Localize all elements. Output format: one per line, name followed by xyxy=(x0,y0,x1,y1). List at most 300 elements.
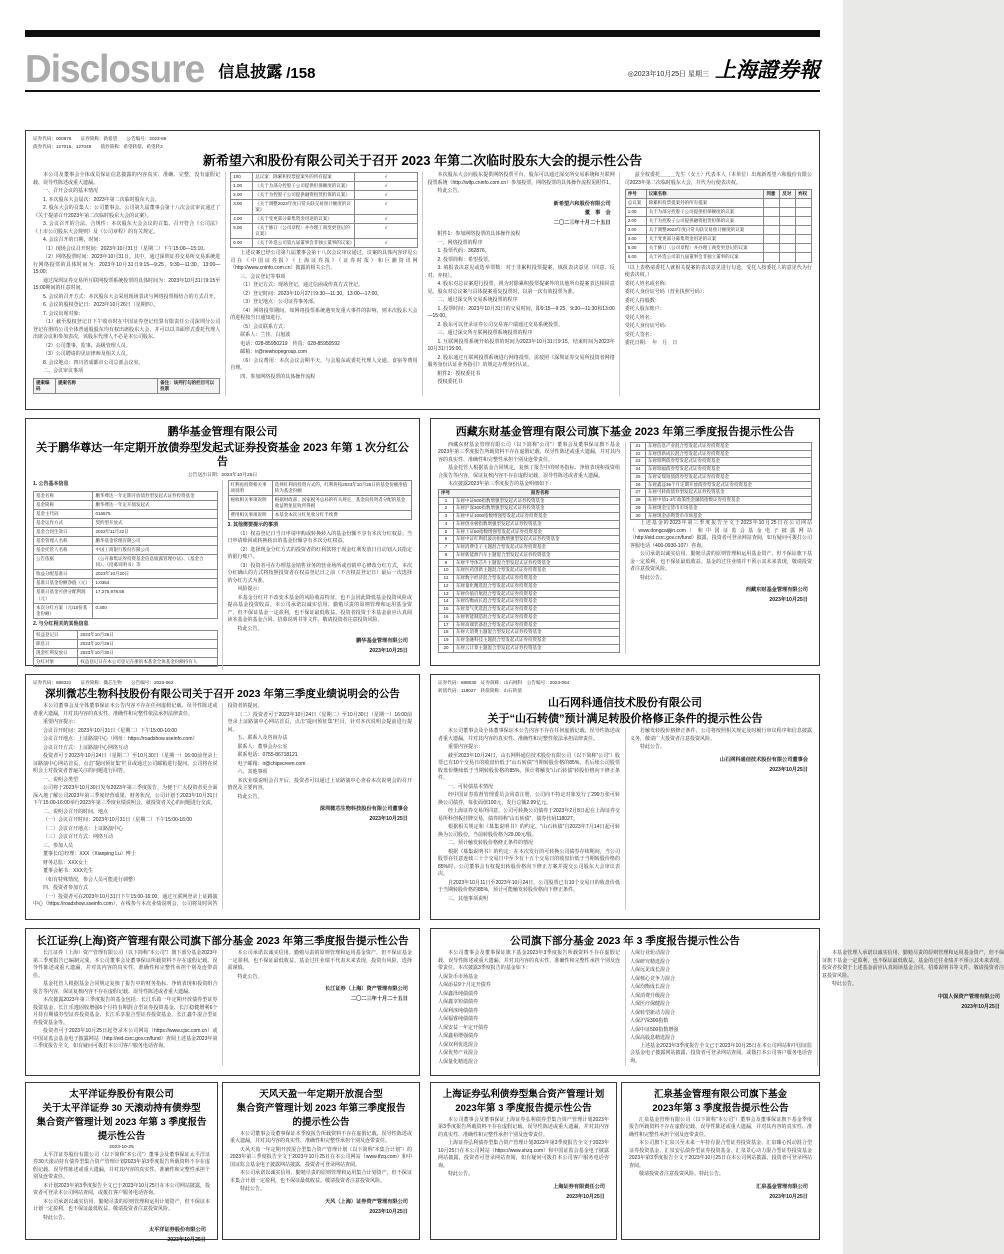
paragraph: 本次业绩说明会召开后，投资者可以通过上证路演中心查看本次说明会的召开情况及主要内容。 xyxy=(227,777,412,792)
fund-name: 东财中证红利低波动指数增强型发起式证券投资基金 xyxy=(456,536,560,542)
signature-block xyxy=(228,985,409,1005)
paragraph: 电子邮箱：ir@chipscreen.com xyxy=(237,760,306,767)
paragraph: （如有特殊情况，参会人员可能进行调整） xyxy=(43,876,139,883)
paragraph: 投资者可于2023年10月24日（星期二）至10月30日（星期一）16:00前登录上证路演中心网站首页，点击“提问预征集”栏目或通过公司邮箱进行提问。公司将在说明会上对投资者普遍关注的问题进行回答。 xyxy=(33,753,218,775)
fund-index: 4 xyxy=(439,521,454,528)
fund-table-row xyxy=(630,496,812,505)
paragraph: 董事会秘书：XXX先生 xyxy=(43,868,94,875)
fund-name-line: 人保鑫享短债债券 xyxy=(438,999,479,1006)
paragraph: 本公司及董事会全体成员保证信息披露的内容真实、准确、完整，没有虚假记载、误导性陈述或重大遗漏。 xyxy=(33,172,221,186)
fund-index: 29 xyxy=(631,505,646,512)
fund-name: 东财创业板指数增强型发起式证券投资基金 xyxy=(456,520,542,526)
fund-table-row xyxy=(438,566,620,575)
paragraph: 会议召开方式：上证路演中心网络互动 xyxy=(43,744,129,751)
security-code-line: 证券代码：688030 证券简称：山石网科 公告编号：2023-064 xyxy=(438,680,570,685)
fund-index: 14 xyxy=(439,598,454,605)
paragraph: 三、其他事项说明 xyxy=(448,895,489,902)
fund-table-row xyxy=(438,590,620,599)
paragraph: 二、预计触发转股价格修正条件的情况 xyxy=(448,840,534,847)
paragraph: （3）投资者可在办理基金销售业务的营业场所或直销中心修改分红方式，本次分红确认的方式将按照投资者在权益登记日之前（不含权益登记日）最后一次选择的分红方式为准。 xyxy=(227,562,412,584)
paragraph: （二）会议召开地点：上证路演中心 xyxy=(43,825,124,832)
fund-table-row xyxy=(438,621,620,630)
table-header-cell: 序号 xyxy=(441,489,450,495)
announcement-body xyxy=(438,728,812,910)
fund-name-line: 人保转型新动力混合 xyxy=(630,1009,676,1016)
signature-line: 长江证券（上海）资产管理有限公司 xyxy=(324,986,408,993)
fund-name: 东财高端装备混合型发起式证券投资基金 xyxy=(456,621,537,627)
paragraph: 8. 会议地点：四川省成都市公司总部会议室。 xyxy=(43,359,144,366)
signature-line: 太平洋证券股份有限公司 xyxy=(148,1227,206,1233)
paragraph: 一、网络投票的程序 xyxy=(437,239,483,246)
fund-table-row xyxy=(438,504,620,513)
fund-index: 12 xyxy=(439,583,454,590)
paragraph: 本次股东大会向股东提供网络投票平台，股东可以通过深交所交易系统和互联网投票系统（http://wltp.cninfo.com.cn）参加投票，网络投票的具体操作流程见附件1。 xyxy=(427,172,615,186)
announcement-body xyxy=(33,480,412,670)
paragraph: 风险提示： xyxy=(237,586,263,593)
fund-table-row xyxy=(438,512,620,521)
table-row: 2.00 《关于为控股子公司提供融资租赁担保的议案》 √ xyxy=(231,190,417,199)
fund-name: 东财现金宝货币市场基金 xyxy=(648,504,698,510)
fund-table-row xyxy=(630,450,812,459)
signature-line: 2023年10月25日 xyxy=(167,1236,206,1243)
paragraph: 本基金分红并不改变本基金的风险收益特征，也不会因此降低基金投资风险或提高基金投资收益。本公司承诺以诚实信用、勤勉尽责的原则管理和运用基金资产，但不保证基金一定盈利，也不保证最低收益。投资者投资于本基金前应认真阅读本基金的基金合同、招募说明书等文件。敬请投资者注意投资风险。 xyxy=(227,594,412,624)
fund-index: 19 xyxy=(439,637,454,644)
security-codes xyxy=(33,680,412,687)
fund-table-row xyxy=(438,582,620,591)
signature-line: 天风（上海）证券资产管理有限公司 xyxy=(324,1198,408,1205)
signature-line: 2023年10月25日 xyxy=(769,1193,808,1200)
table-row: 1.00 《关于为部分控股子公司提供担保额度的议案》 √ xyxy=(231,181,417,190)
paragraph: 三、会议登记等事项 xyxy=(240,273,286,280)
fund-index: 2 xyxy=(439,505,454,512)
paragraph: 四、参加网络投票的具体操作流程 xyxy=(240,373,316,380)
paragraph: （2）登记时间：2023年10月27日9:30—11:30，13:00—17:00。 xyxy=(240,290,383,297)
paragraph: 本公司承诺以诚实信用、勤勉尽责的原则管理和运用计划资产，但不保证本计划一定盈利，也不保证最低收益。敬请投资者注意投资风险。 xyxy=(33,1198,210,1212)
paragraph: 兹全权委托＿＿＿先生（女士）代表本人（本单位）出席新希望六和股份有限公司2023年第二次临时股东大会，并代为行使表决权。 xyxy=(624,172,812,186)
fund-name: 东财新能源汽车主题混合型发起式证券投资基金 xyxy=(456,551,551,557)
paragraph: （5）会议联系方式： xyxy=(240,323,289,330)
security-codes xyxy=(33,136,812,151)
announcement-title: 太平洋证券股份有限公司 xyxy=(69,1089,174,1100)
paragraph: 一、可转债基本情况 xyxy=(448,783,494,790)
table-header-cell: 备注：该列打勾的栏目可以投票 xyxy=(158,378,220,393)
fund-name: 东财上证50指数增强型发起式证券投资基金 xyxy=(456,528,543,534)
table-row: 公告依据 《公开募集证券投资基金信息披露管理办法》、《基金合同》、《招募说明书》等 xyxy=(34,555,218,570)
fund-index: 10 xyxy=(439,567,454,574)
table-header-cell: 同意 xyxy=(764,190,780,199)
paragraph: 本公司旗下汇泉兴至未来一年持有混合型证券投资基金、汇泉臻心悦动混合型证券投资基金、汇泉安弘债券型证券投资基金、汇泉景心动力混合型证券投资基金2023年第3季度报告全文于2023年10月25日在本公司网站披露，投资者可登录网站查阅。 xyxy=(629,1140,812,1169)
paragraph: 重要内容提示： xyxy=(43,719,79,726)
fund-name: 东财均衡成长混合型发起式证券投资基金 xyxy=(456,598,537,604)
announcement-title: 的提示性公告 xyxy=(292,1116,350,1128)
table-row: 6.00 关于补选公司第九届董事会非独立董事的议案 xyxy=(625,253,811,262)
paragraph: 财务总监：XXX女士 xyxy=(43,859,89,866)
signature-line: 西藏东财基金管理有限公司 xyxy=(745,587,808,594)
paragraph: （一）投资者可在2023年10月31日下午15:00-16:00，通过互联网登录上证路演中心（https://roadshow.sseinfo.com），在线参与本次业绩说明会，公司将及时回答投资者的提问。 xyxy=(33,703,263,908)
fund-name: 东财大消费主题混合型发起式证券投资基金 xyxy=(456,629,542,635)
paragraph: 邮箱：ir@newhopegroup.com xyxy=(240,349,308,356)
fund-info-table xyxy=(33,491,218,619)
paragraph: 3. 填报表决意见或选举票数：对于非累积投票提案，填报表决意见（同意、反对、弃权）。 xyxy=(427,265,615,279)
signature-line: 2023年10月25日 xyxy=(369,815,408,822)
fund-index: 9 xyxy=(439,560,454,567)
announcement-body xyxy=(33,1152,210,1248)
paragraph: 上述基金的2023年第三季度报告全文于2023年10月25日在公司网站（www.dongcaijijin.com）和中国证监会基金电子披露网站（http://eid.csrc.gov.cn/fund）披露，投资者可登录网站查阅，如有疑问可拨打公司客服电话（400-0930-107）咨询。 xyxy=(630,520,812,549)
fund-name-line: 人保安益一年定开债券 xyxy=(438,1024,489,1031)
fund-name-line: 人保利淳纯债债券 xyxy=(438,1007,479,1014)
paragraph: 特此公告。 xyxy=(640,574,666,581)
fund-table-row xyxy=(630,465,812,474)
fund-name: 东财安瑞短债债券型发起式证券投资基金 xyxy=(648,473,729,479)
fund-name-line: 人保高股息精选混合 xyxy=(630,1035,676,1042)
fund-name: 东财半导体芯片主题混合型发起式证券投资基金 xyxy=(456,559,551,565)
fund-name: 东财数字经济混合型发起式证券投资基金 xyxy=(456,575,537,580)
signature-line: 2023年10月25日 xyxy=(369,1208,408,1215)
fund-name-line: 人保优势产业混合 xyxy=(438,1050,479,1057)
fund-name-line: 人保双利优选混合 xyxy=(438,1041,479,1048)
fund-name: 东财创新成长混合型发起式证券投资基金 xyxy=(648,450,729,456)
fund-index: 20 xyxy=(439,645,454,652)
paragraph: 4. 股东对总议案进行投票，视为对除累积投票提案外的其他所有提案表达相同意见。股东对总议案与具体提案重复投票时，以第一次有效投票为准。 xyxy=(427,281,615,295)
table-row: 基准日基金份额净值（元） 1.0354 xyxy=(34,579,218,588)
security-code-line: 证券代码：000876 证券简称：新希望 公告编号：2023-86 xyxy=(33,136,167,141)
table-row: 现金红利发放日 2023年10月30日 xyxy=(34,649,218,658)
paragraph: 授权委托书 xyxy=(437,379,463,386)
fund-table-row xyxy=(438,528,620,537)
table-row: 6.00 《关于补选公司第九届董事会非独立董事的议案》 √ xyxy=(231,239,417,248)
paragraph: 三、通过深交所互联网投票系统投票的程序 xyxy=(437,330,533,337)
fund-table-row xyxy=(630,488,812,497)
announcement-body xyxy=(438,1117,609,1205)
paragraph: 本公司董事会及全体董事保证本公告内容不存在任何虚假记载、误导性陈述或者重大遗漏，并对其内容的真实性、准确性和完整性依法承担法律责任。 xyxy=(33,703,218,717)
fund-name: 东财消费电子主题混合型发起式证券投资基金 xyxy=(456,544,546,549)
paragraph: 特此公告。 xyxy=(240,1186,266,1193)
table-header-cell: 报告名称 xyxy=(531,489,549,495)
announcement-title: 山石网科通信技术股份有限公司 xyxy=(548,696,702,709)
section-heading: 2. 与分红相关的其他信息 xyxy=(33,620,89,627)
announcement-title: 关于鹏华尊达一年定期开放债券型发起式证券投资基金 2023 年第 1 次分红公告 xyxy=(36,441,409,468)
signature-block xyxy=(428,200,611,230)
announcement-body xyxy=(33,172,812,396)
paragraph: 根据《募集说明书》的约定：在本次发行的可转换公司债券存续期间，当公司股票在任意连续三十个交易日中至少有十五个交易日的收盘价低于当期转股价格的85%时，公司董事会有权提出转股价格向下修正方案并提交公司股东大会审议表决。 xyxy=(438,848,620,878)
fund-name-line: 人保量化精选混合 xyxy=(438,1058,479,1065)
paragraph: 2. 投票简称：希望投票。 xyxy=(437,256,494,263)
table-row: 5.00 《关于修订〈公司章程〉并办理工商变更登记的议案》 √ xyxy=(231,223,417,238)
signature-block xyxy=(33,1226,206,1246)
fund-table-row xyxy=(438,535,620,544)
paragraph: 本次披露2023年第三季度报告的基金包括：长江乐盈一年定期开放债券型证券投资基金、长江乐逸固收增强6个月持有期混合型证券投资基金、长江稳健增利6个月持有期债券型证券投资基金、长江乐享混合型证券投资基金、长江鑫牛混合型证券投资基金等。 xyxy=(33,997,218,1026)
paragraph: 基金托管人根据基金合同规定，复核了报告中的财务指标、净值表现和投资组合报告等内容，保证复核内容不存在虚假记载、误导性陈述或者重大遗漏。 xyxy=(438,465,620,479)
signature-line: 二〇二三年十月二十五日 xyxy=(350,996,408,1002)
proxy-form-line: （以上表格请委托人就相关提案的表决意见进行勾选，受托人按委托人的意见代为行使表决权。） xyxy=(624,264,812,279)
proxy-form-line: 受托人身份证号码： xyxy=(624,323,670,330)
paragraph: 2. 股东可以登录证券公司交易客户端通过交易系统投票。 xyxy=(437,321,564,328)
announcement-title: 2023年第 3 季度报告提示性公告 xyxy=(652,1102,789,1114)
table-row: 总议案 除累积投票提案外的所有提案 xyxy=(625,199,811,208)
proxy-form-line: 委托日期： 年 月 日 xyxy=(624,340,678,347)
fund-index: 16 xyxy=(439,614,454,621)
announcement-title: 集合资产管理计划 2023 年第 3 季度报告 xyxy=(36,1116,207,1128)
paragraph: （3）公司聘请的见证律师及相关人员。 xyxy=(43,351,131,358)
paragraph: 特此公告。 xyxy=(448,1171,474,1178)
fund-name-line: 人保医疗保健混合 xyxy=(630,1001,671,1008)
paragraph: 特此公告。 xyxy=(237,973,263,980)
page-number: /158 xyxy=(286,65,316,82)
fund-name: 东财景气优选混合型发起式证券投资基金 xyxy=(456,606,537,611)
paragraph: 2. 股东通过互联网投票系统进行网络投票，需按照《深圳证券交易所投资者网络服务身份认证业务指引》的规定办理身份认证。 xyxy=(427,354,615,369)
paragraph: 四、投资者参加方式 xyxy=(43,885,89,892)
table-row: 基金运作方式 契约型开放式 xyxy=(34,518,218,527)
table-row: 基金主代码 016575 xyxy=(34,509,218,518)
paragraph: 特此公告。 xyxy=(832,981,858,988)
paragraph: 特此公告。 xyxy=(437,188,463,195)
signature-line: 2023年10月25日 xyxy=(769,766,808,773)
paragraph: 六、其他事项 xyxy=(237,769,268,776)
fund-name-line: 人保消费升级混合 xyxy=(630,992,671,999)
paragraph: 基金托管人根据基金合同规定复核了报告中的财务指标、净值表现和投资组合报告等内容，保证复核内容不存在虚假记载、误导性陈述或者重大遗漏。 xyxy=(33,981,218,995)
announcement-title: 关于“山石转债”预计满足转股价格修正条件的提示性公告 xyxy=(487,712,763,725)
paragraph: （1）权益登记日当日申请申购或转换转入的基金份额不享有本次分红权益；当日申请赎回或转换转出的基金份额享有本次分红权益。 xyxy=(227,530,412,545)
announcement-title: 汇泉基金管理有限公司旗下基金 xyxy=(653,1089,787,1100)
signature-line: 鹏华基金管理有限公司 xyxy=(356,638,408,645)
paragraph: 特此公告。 xyxy=(237,793,263,800)
announcement-title: 上海证券弘利债券型集合资产管理计划 xyxy=(442,1089,605,1100)
table-row: 3.00 关于调整2023年度日常关联交易预计额度的议案 xyxy=(625,226,811,235)
top-rule xyxy=(25,30,820,37)
paragraph: 会议召开时间：2023年10月31日（星期二）下午15:00-16:00 xyxy=(43,727,177,734)
announcement-dongcai xyxy=(430,418,820,666)
paragraph: 公司将于2023年10月30日发布2023年第三季度报告，为便于广大投资者更全面深入地了解公司2023年第三季度经营成果、财务状况，公司计划于2023年10月31日下午15:00-16:00举行2023年第三季度业绩说明会，就投资者关心的问题进行交流。 xyxy=(33,785,218,807)
masthead xyxy=(25,44,820,90)
paragraph: 本基金管理人承诺以诚实信用、勤勉尽责的原则管理和运用基金资产，但不保证旗下基金一定盈利，也不保证最低收益。基金的过往业绩并不预示其未来表现。投资者投资于上述基金前应认真阅读基金合同、招募说明书等文件。敬请投资者注意投资风险。 xyxy=(822,950,1004,979)
announcement-body xyxy=(33,703,412,909)
fund-table-row xyxy=(630,473,812,482)
table-row: 基准日基金可供分配利润（元） 17,275,978.56 xyxy=(34,588,218,603)
fund-index: 13 xyxy=(439,591,454,598)
table-header-cell: 反对 xyxy=(780,190,796,199)
paragraph: 经中国证券监督管理委员会同意注册，公司向不特定对象发行了299万张可转换公司债券，每张面值100元，发行总额2.99亿元。 xyxy=(438,792,620,806)
paragraph: （1）登记方式：现场登记、通过信函或传真方式登记。 xyxy=(240,282,364,289)
paragraph: 敬请投资者注意投资风险。特此公告。 xyxy=(639,1171,725,1178)
table-row: 收益分配基准日 2023年10月20日 xyxy=(34,570,218,579)
paragraph: 3. 会议召开的合法、合规性：本次股东大会会议的召集、召开符合《公司法》《上市公司股东大会规则》及《公司章程》的有关规定。 xyxy=(33,221,221,235)
paragraph: 特此公告。 xyxy=(43,1214,69,1221)
signature-line: 2023年10月25日 xyxy=(566,1193,605,1200)
table-row: 除息日 2023年10月26日 xyxy=(34,640,218,649)
announcement-title: 提示性公告 xyxy=(97,1130,146,1142)
fund-name: 东财云计算主题混合型发起式证券投资基金 xyxy=(456,644,542,650)
announcement-huiquan xyxy=(621,1082,820,1240)
fund-name: 东财沪深300指数增强型发起式证券投资基金 xyxy=(456,505,545,511)
fund-index: 18 xyxy=(439,629,454,636)
fund-table-row xyxy=(438,574,620,583)
fund-name-line: 人保福睿纯债债券 xyxy=(438,1016,479,1023)
fund-index: 8 xyxy=(439,552,454,559)
paragraph: 7. 会议出席对象： xyxy=(43,310,84,317)
fund-name: 东财中债1-3年政策性金融债指数证券投资基金 xyxy=(648,497,741,502)
announcement-title: 新希望六和股份有限公司关于召开 2023 年第二次临时股东大会的提示性公告 xyxy=(202,152,643,168)
table-row: 红利再投资相关事项说明 选择红利再投资方式的，红利将按2023年10月26日的基金份额净值转为基金份额 xyxy=(228,480,412,495)
announcement-body xyxy=(629,1117,812,1205)
fund-name: 东财医药创新主题混合型发起式证券投资基金 xyxy=(456,567,546,573)
fund-name: 东财中证1000指数增强型发起式证券投资基金 xyxy=(456,513,548,518)
announcement-title: 西藏东财基金管理有限公司旗下基金 2023 年第三季度报告提示性公告 xyxy=(455,426,795,438)
fund-index: 27 xyxy=(631,489,646,496)
fund-table-header xyxy=(438,489,620,498)
announcement-title: 天风天盈一年定期开放混合型 xyxy=(259,1089,383,1100)
paragraph: （2）公司董事、监事、高级管理人员。 xyxy=(43,342,131,349)
fund-name: 东财智能制造混合型发起式证券投资基金 xyxy=(456,613,537,619)
paragraph: 截至2023年10月24日，山石网科通信技术股份有限公司（以下简称“公司”）股票已有10个交易日的收盘价低于“山石转债”当期转股价格的85%，若后续公司股票收盘价继续低于当期转股价格的85%，预计将触发“山石转债”转股价格向下修正条件。 xyxy=(438,752,620,782)
paragraph: （1）截至股权登记日下午收市时在中国证券登记结算有限责任公司深圳分公司登记在册的公司全体普通股股东均有权出席股东大会，并可以以书面形式委托代理人出席会议和参加表决，该股东代理人不必是本公司股东。 xyxy=(33,319,221,341)
fund-index: 1 xyxy=(439,498,454,505)
fund-name: 东财量化精选混合型发起式证券投资基金 xyxy=(456,582,537,588)
paragraph: 本公司董事会及董事保证上海证券弘利债券型集合资产管理计划2023年第3季度报告所载资料不存在虚假记载、误导性陈述或重大遗漏，并对其内容的真实性、准确性和完整性承担个别及连带责任。 xyxy=(438,1116,609,1138)
fund-name-line: 人保添益9个月定开债券 xyxy=(438,982,491,989)
paragraph: 二、会议审议事项 xyxy=(43,368,84,375)
announcement-title: 公司旗下部分基金 2023 年 3 季度报告提示性公告 xyxy=(510,935,740,947)
proxy-form-line: 委托人股东账户： xyxy=(624,306,665,313)
fund-name-line: 人保鑫裕增强债券 xyxy=(438,1033,479,1040)
fund-name-line: 人保中证500指数增强 xyxy=(630,1026,679,1033)
paragraph: 电话：028-85950219 传真：028-85950592 xyxy=(240,340,340,347)
fund-table-row xyxy=(438,551,620,560)
fund-table-row xyxy=(438,543,620,552)
announcement-body xyxy=(438,442,812,654)
fund-name-line: 人保均衡成长混合 xyxy=(630,984,671,991)
signature-block xyxy=(822,993,1000,1013)
table-row: 分红对象 权益登记日在本公司登记在册的本基金全体基金份额持有人 xyxy=(34,658,218,667)
paragraph: 1. 投票代码：362876。 xyxy=(437,248,490,255)
announcement-title: 关于太平洋证券 30 天滚动持有债券型 xyxy=(42,1102,201,1114)
paragraph: 联系电话：0755-86718121 xyxy=(237,752,298,759)
table-row: 4.00 关于变更部分募集资金用途的议案 xyxy=(625,235,811,244)
fund-name: 东财金融科技主题混合型发起式证券投资基金 xyxy=(456,637,546,642)
announcement-body xyxy=(33,950,412,1066)
table-row: 费用相关事项说明 本基金本次分红免收分红手续费 xyxy=(228,511,412,520)
paragraph: 五、联系人及咨询办法 xyxy=(237,735,288,742)
announcement-title: 深圳微芯生物科技股份有限公司关于召开 2023 年第三季度业绩说明会的公告 xyxy=(45,687,400,700)
signature-line: 中国人保资产管理有限公司 xyxy=(937,993,1000,1000)
fund-name: 东财鑫益39个月定期开放债券型发起式证券投资基金 xyxy=(648,481,753,487)
paragraph: 1. 互联网投票系统开始投票的时间为2023年10月31日9:15，结束时间为2023年10月31日15:00。 xyxy=(427,338,615,353)
fund-name-line: 人保行业轮动混合 xyxy=(630,950,671,957)
fund-index: 11 xyxy=(439,575,454,582)
announcement-penghua xyxy=(25,418,420,666)
table-row: 基金合同生效日 2022年11月22日 xyxy=(34,528,218,537)
fund-name: 东财可转债债券型发起式证券投资基金 xyxy=(648,489,725,495)
paragraph: （三）会议召开方式：网络互动 xyxy=(43,834,114,841)
fund-table-row xyxy=(630,457,812,466)
fund-index: 17 xyxy=(439,622,454,629)
fund-name: 东财现金添利货币市场基金 xyxy=(648,512,702,518)
fund-name-line: 人保核心竞争力混合 xyxy=(630,975,676,982)
signature-line: 二〇二三年十月二十五日 xyxy=(553,220,611,227)
proxy-vote-table xyxy=(625,189,812,263)
paragraph: （一）会议召开时间：2023年10月31日（星期二）下午15:00-16:00 xyxy=(43,817,192,824)
paragraph: 本公司董事会及全体董事保证本公告内容不存在任何虚假记载、误导性陈述或者重大遗漏，并对其内容的真实性、准确性和完整性依法承担法律责任。 xyxy=(438,728,620,742)
paragraph: 本次披露2023年第三季度报告的基金明细如下： xyxy=(448,481,555,488)
paragraph: 特此公告。 xyxy=(237,625,263,632)
signature-block xyxy=(228,805,409,825)
paragraph: 三、参加人员 xyxy=(43,842,74,849)
announcement-hillstone xyxy=(430,674,820,920)
announcement-date-line: 公告送出日期：2023年10月25日 xyxy=(187,473,258,479)
fund-index: 7 xyxy=(439,544,454,551)
table-row: 1.00 关于为部分控股子公司提供担保额度的议案 xyxy=(625,208,811,217)
paragraph: 本公司承诺以诚实信用、勤勉尽责的原则管理和运用基金资产，但不保证基金一定盈利，也不保证最低收益。基金过往业绩不代表未来表现，投资有风险，选择需谨慎。 xyxy=(227,950,412,972)
fund-name-line: 人保沪深300指数 xyxy=(630,1018,669,1025)
announcement-body xyxy=(230,1131,412,1220)
proxy-form-line: 委托人持股数： xyxy=(624,297,660,304)
signature-block xyxy=(228,637,409,657)
fund-index: 26 xyxy=(631,482,646,489)
fund-table-row xyxy=(630,481,812,490)
section-heading: 3. 其他需要提示的事项 xyxy=(227,522,279,529)
paragraph: 联系人：董事会办公室 xyxy=(237,743,288,750)
announcement-body xyxy=(438,950,1004,1066)
paragraph: （3）登记地点：公司证券事务部。 xyxy=(240,299,319,306)
announcement-title: 2023年第 3 季度报告提示性公告 xyxy=(455,1102,592,1114)
fund-index: 6 xyxy=(439,536,454,543)
fund-index: 22 xyxy=(631,451,646,458)
announcement-tianfeng xyxy=(222,1082,420,1240)
table-row: 税收相关事项说明 根据财政部、国家税务总局的有关规定，基金向投资者分配的基金收益暂免征收所得税 xyxy=(228,495,412,510)
signature-line: 山石网科通信技术股份有限公司董事会 xyxy=(719,756,808,763)
security-code-line: 转债代码：118027 转债简称：山石转债 xyxy=(438,687,522,693)
fund-name-line: 人保远见成长混合 xyxy=(630,967,671,974)
fund-table-row xyxy=(438,520,620,529)
table-row: 本次分红方案（元/10份基金份额） 0.300 xyxy=(34,603,218,618)
signature-block xyxy=(438,1183,605,1203)
paragraph: （2）选择现金分红方式的投资者的红利款将于现金红利发放日自动划入其指定的银行账户。 xyxy=(227,546,412,561)
paragraph: 联系人：兰佳、白旭波 xyxy=(240,332,291,339)
table-row: 3.00 《关于调整2023年度日常关联交易预计额度的议案》 √ xyxy=(231,199,417,214)
paragraph: 上述议案已经公司第九届董事会第十八次会议审议通过，议案的具体内容详见公司在《中国证券报》《上海证券报》《证券时报》和巨潮资讯网（http://www.cninfo.com.cn）披露的相关公告。 xyxy=(230,250,418,272)
paragraph: （二）投资者可于2023年10月24日（星期二）至10月30日（星期一）16:00前登录上证路演中心网站首页，点击“提问预征集”栏目，针对本次说明会提前进行提问。 xyxy=(227,711,412,733)
paragraph: （1）现场会议召开时间：2023年10月31日（星期二）下午15:00—15:10。 xyxy=(43,245,209,252)
section-title-en: Disclosure xyxy=(25,46,205,90)
paragraph: 根据相关规定和《募集说明书》的约定，“山石转债”自2023年7月14日起可转换为公司股份，当前转股价格为29.00元/股。 xyxy=(438,824,620,838)
paragraph: 一、召开会议的基本情况 xyxy=(43,188,99,195)
paragraph: 1. 本次股东大会届次：2023年第二次临时股东大会。 xyxy=(43,196,160,203)
signature-line: 2023年10月25日 xyxy=(769,597,808,604)
section-title-cn: 信息披露 xyxy=(218,64,283,81)
fund-table-row xyxy=(630,442,812,451)
fund-table-row xyxy=(438,605,620,614)
fund-index: 24 xyxy=(631,466,646,473)
fund-index: 25 xyxy=(631,474,646,481)
fund-name: 东财瑞福债券型发起式证券投资基金 xyxy=(648,466,720,471)
announcement-title: 鹏华基金管理有限公司 xyxy=(167,426,278,438)
fund-name: 东财中证500指数增强型发起式证券投资基金 xyxy=(456,497,545,503)
signature-line: 新希望六和股份有限公司 xyxy=(553,200,611,207)
fund-name-line: 人保货币市场基金 xyxy=(438,973,479,980)
fund-name-line: 人保鑫泽纯债债券 xyxy=(438,990,479,997)
signature-block xyxy=(630,586,808,606)
table-row: 基金简称 鹏华尊达一年定开债发起式 xyxy=(34,500,218,509)
table-row: 100 总议案：除累积投票提案外的所有提案 √ xyxy=(231,172,417,181)
signature-block xyxy=(630,756,808,776)
paragraph: 特此公告。 xyxy=(640,744,666,751)
fund-table-row xyxy=(630,504,812,513)
proxy-form-line: 委托人姓名或名称： xyxy=(624,280,670,287)
masthead-rule xyxy=(25,90,820,92)
signature-line: 深圳微芯生物科技股份有限公司董事会 xyxy=(319,806,408,813)
paragraph: （2）网络投票时间：2023年10月31日。其中，通过深圳证券交易所交易系统进行网络投票的具体时间为：2023年10月31日9:15—9:25，9:30—11:30，13:00—15:00； xyxy=(33,254,221,276)
paragraph: 附件2：授权委托书 xyxy=(437,370,481,377)
fund-name-line: 人保研究精选混合 xyxy=(630,958,671,965)
